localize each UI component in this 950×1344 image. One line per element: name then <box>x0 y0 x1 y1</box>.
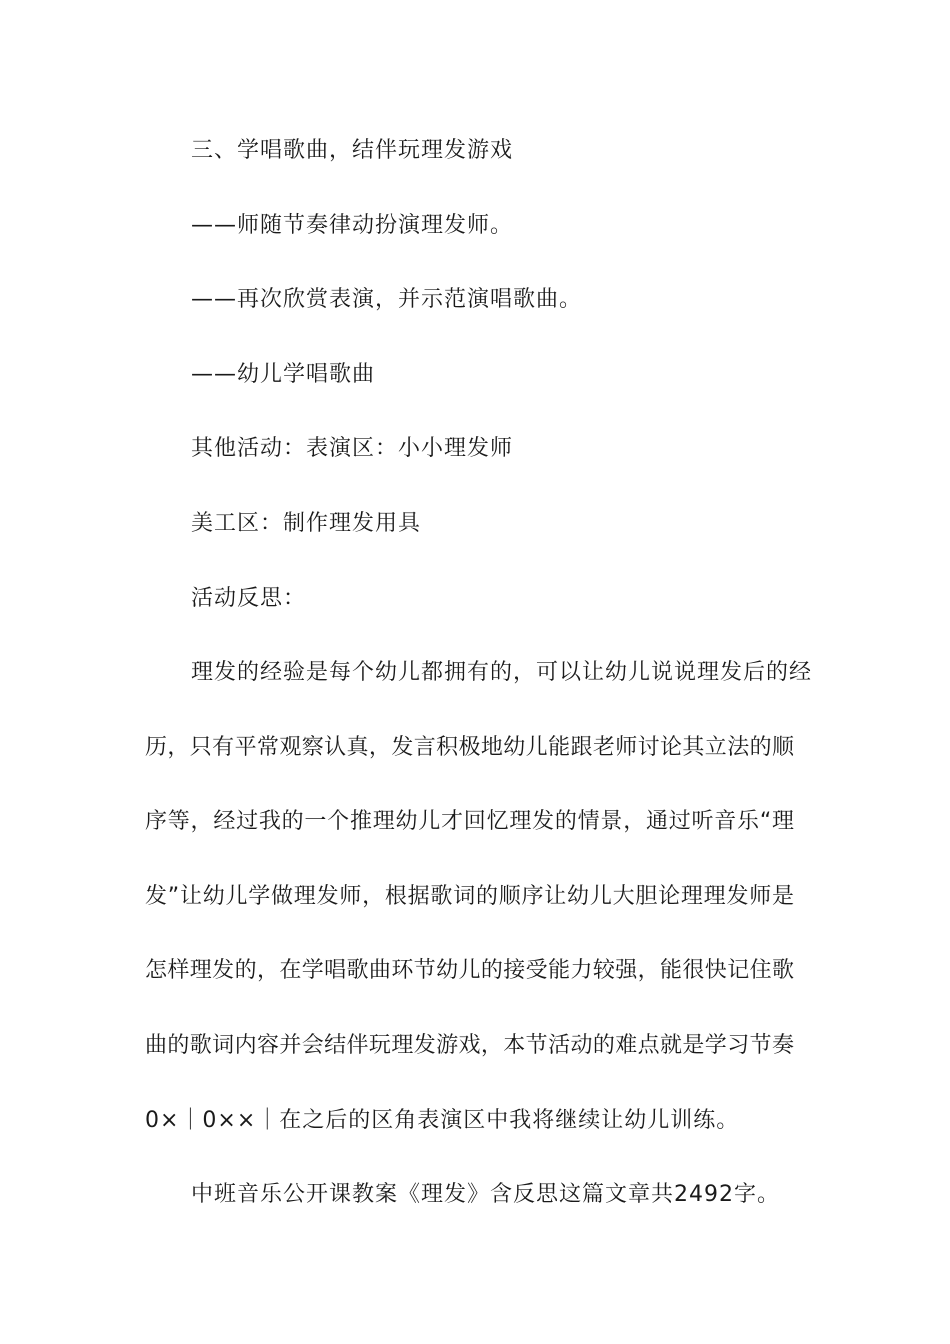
reflection-heading: 活动反思： <box>191 586 307 611</box>
reflection-line-3: 序等，经过我的一个推理幼儿才回忆理发的情景，通过听音乐“理 <box>145 809 794 834</box>
reflection-line-6: 曲的歌词内容并会结伴玩理发游戏，本节活动的难点就是学习节奏 <box>145 1033 794 1058</box>
section-heading: 三、学唱歌曲，结伴玩理发游戏 <box>191 138 514 163</box>
reflection-line-2: 历，只有平常观察认真，发言积极地幼儿能跟老师讨论其立法的顺 <box>145 735 794 760</box>
step-line-3: ——幼儿学唱歌曲 <box>191 362 376 387</box>
art-area-line: 美工区：制作理发用具 <box>191 511 422 536</box>
reflection-line-1: 理发的经验是每个幼儿都拥有的，可以让幼儿说说理发后的经 <box>191 660 813 685</box>
reflection-line-7: 0×｜0××｜在之后的区角表演区中我将继续让幼儿训练。 <box>145 1108 740 1133</box>
reflection-line-5: 怎样理发的，在学唱歌曲环节幼儿的接受能力较强，能很快记住歌 <box>145 958 794 983</box>
step-line-2: ——再次欣赏表演，并示范演唱歌曲。 <box>191 287 583 312</box>
step-line-1: ——师随节奏律动扮演理发师。 <box>191 213 514 238</box>
article-footer: 中班音乐公开课教案《理发》含反思这篇文章共2492字。 <box>191 1182 780 1207</box>
reflection-line-4: 发”让幼儿学做理发师，根据歌词的顺序让幼儿大胆论理理发师是 <box>145 884 794 909</box>
other-activities-line: 其他活动：表演区：小小理发师 <box>191 436 514 461</box>
